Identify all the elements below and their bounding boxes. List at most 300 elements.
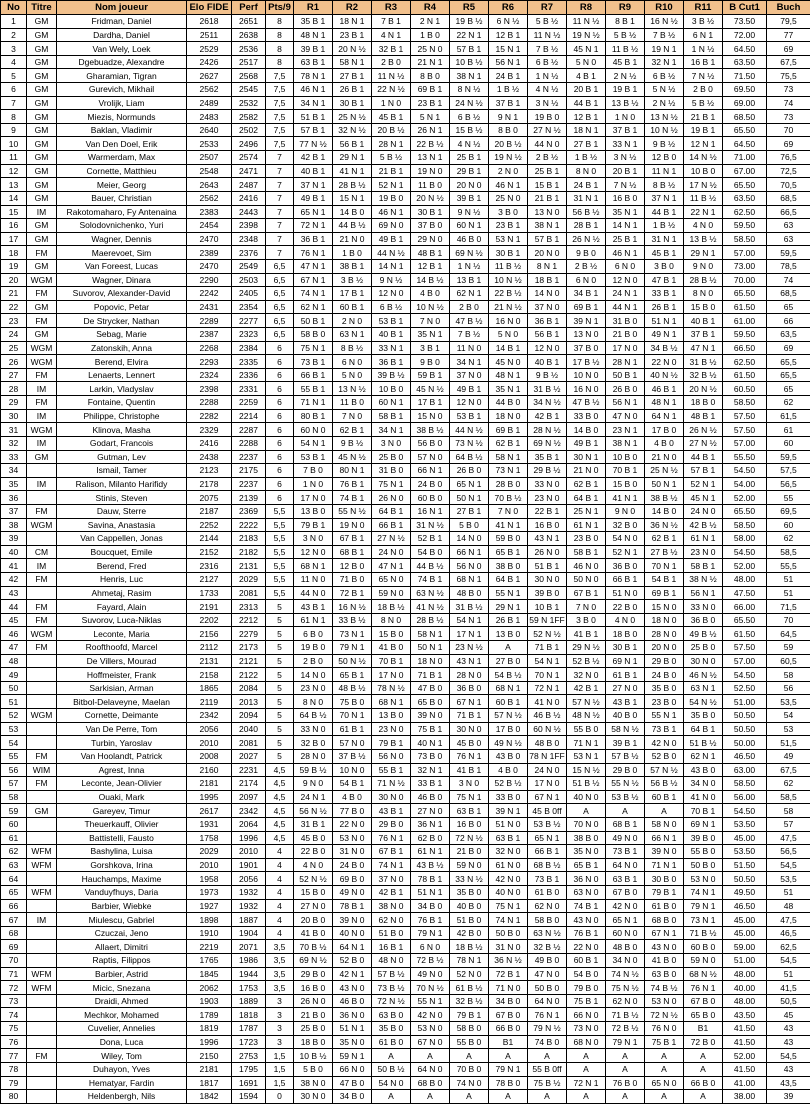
cell-titre: WGM — [27, 709, 57, 723]
cell-nom: Bashylina, Luisa — [57, 845, 187, 859]
column-header-buch: Buch — [767, 1, 810, 15]
cell-nom: Philippe, Christophe — [57, 409, 187, 423]
cell-r11: 24 N 0 — [684, 504, 723, 518]
cell-r3: 28 N 1 — [372, 137, 411, 151]
cell-r11: 25 B 0 — [684, 641, 723, 655]
cell-pts: 7,5 — [266, 69, 294, 83]
cell-r11: 11 B ½ — [684, 191, 723, 205]
cell-bcut1: 45.00 — [723, 926, 767, 940]
cell-nom: Wagner, Dennis — [57, 232, 187, 246]
cell-buch: 43 — [767, 1035, 810, 1049]
cell-r11: 56 N 1 — [684, 586, 723, 600]
cell-r1: 47 N 1 — [294, 259, 333, 273]
cell-r5: 51 B 0 — [450, 913, 489, 927]
cell-perf: 2056 — [232, 872, 266, 886]
cell-r2: 75 B 0 — [333, 695, 372, 709]
cell-r9: 60 N 0 — [606, 926, 645, 940]
cell-r6: 57 N ½ — [489, 709, 528, 723]
column-header-r10: R10 — [645, 1, 684, 15]
cell-no: 39 — [1, 532, 27, 546]
cell-pts: 5,5 — [266, 572, 294, 586]
cell-r7: 58 B 0 — [528, 913, 567, 927]
cell-buch: 70,5 — [767, 178, 810, 192]
cell-buch: 69 — [767, 341, 810, 355]
cell-pts: 5 — [266, 668, 294, 682]
cell-r11: 30 N 0 — [684, 654, 723, 668]
cell-r4: 15 N 0 — [411, 409, 450, 423]
cell-r7: 28 N ½ — [528, 423, 567, 437]
cell-titre: GM — [27, 151, 57, 165]
cell-r7: 71 B 1 — [528, 641, 567, 655]
cell-r5: 18 B ½ — [450, 940, 489, 954]
cell-r2: 16 N ½ — [333, 600, 372, 614]
cell-pts: 5 — [266, 722, 294, 736]
cell-pts: 6 — [266, 355, 294, 369]
cell-bcut1: 38.00 — [723, 1090, 767, 1104]
cell-r9: 10 B 0 — [606, 450, 645, 464]
cell-r9: 52 N 1 — [606, 545, 645, 559]
cell-r6: A — [489, 1049, 528, 1063]
cell-elo: 2562 — [187, 191, 232, 205]
cell-perf: 2097 — [232, 790, 266, 804]
cell-r10: 39 N 0 — [645, 845, 684, 859]
cell-bcut1: 59.00 — [723, 940, 767, 954]
cell-buch: 62,5 — [767, 940, 810, 954]
cell-r7: 46 B ½ — [528, 709, 567, 723]
cell-bcut1: 73.00 — [723, 259, 767, 273]
cell-r8: 20 B 1 — [567, 83, 606, 97]
cell-r2: 55 N ½ — [333, 504, 372, 518]
cell-bcut1: 51.00 — [723, 695, 767, 709]
table-row — [1, 899, 810, 913]
cell-bcut1: 45.00 — [723, 831, 767, 845]
column-header-r7: R7 — [528, 1, 567, 15]
cell-r6: 65 B 1 — [489, 545, 528, 559]
cell-titre: IM — [27, 559, 57, 573]
cell-r9: 36 B 0 — [606, 559, 645, 573]
cell-r8: 45 N 1 — [567, 42, 606, 56]
cell-r6: 21 N ½ — [489, 300, 528, 314]
cell-nom: Lenaerts, Lennert — [57, 368, 187, 382]
cell-r9: 56 N 1 — [606, 396, 645, 410]
cell-nom: Ahmetaj, Rasim — [57, 586, 187, 600]
cell-titre: IM — [27, 409, 57, 423]
cell-r11: 73 N 1 — [684, 913, 723, 927]
cell-r7: 7 B ½ — [528, 42, 567, 56]
cell-nom: Vanduyfhuys, Daria — [57, 886, 187, 900]
cell-r2: 19 N 0 — [333, 518, 372, 532]
cell-elo: 2483 — [187, 110, 232, 124]
cell-r4: 21 N 1 — [411, 55, 450, 69]
cell-nom: Hoffmeister, Frank — [57, 668, 187, 682]
cell-r3: 52 N 1 — [372, 178, 411, 192]
cell-buch: 62 — [767, 777, 810, 791]
cell-r11: 10 B 0 — [684, 164, 723, 178]
cell-r10: 73 B 1 — [645, 722, 684, 736]
cell-r2: 50 N ½ — [333, 654, 372, 668]
cell-perf: 2502 — [232, 123, 266, 137]
cell-bcut1: 65.50 — [723, 178, 767, 192]
cell-elo: 2489 — [187, 96, 232, 110]
cell-buch: 75,5 — [767, 69, 810, 83]
table-row — [1, 491, 810, 505]
table-row — [1, 219, 810, 233]
cell-r9: 30 B 1 — [606, 641, 645, 655]
cell-r3: 69 N 0 — [372, 219, 411, 233]
cell-r3: 5 B ½ — [372, 151, 411, 165]
cell-r5: 41 B 1 — [450, 763, 489, 777]
cell-r6: 23 B 1 — [489, 219, 528, 233]
cell-r11: 28 B ½ — [684, 273, 723, 287]
cell-bcut1: 70.00 — [723, 273, 767, 287]
cell-no: 45 — [1, 613, 27, 627]
cell-no: 15 — [1, 205, 27, 219]
cell-r11: 4 N 0 — [684, 219, 723, 233]
cell-r1: 6 B 0 — [294, 627, 333, 641]
cell-r11: 64 B 1 — [684, 722, 723, 736]
cell-perf: 2574 — [232, 151, 266, 165]
cell-no: 78 — [1, 1062, 27, 1076]
cell-r1: 8 N 0 — [294, 695, 333, 709]
cell-r8: 61 N 1 — [567, 518, 606, 532]
cell-r7: 32 B ½ — [528, 940, 567, 954]
cell-r7: 75 B ½ — [528, 1076, 567, 1090]
cell-r10: 46 B 1 — [645, 382, 684, 396]
cell-perf: 2231 — [232, 763, 266, 777]
cell-r3: 26 N 0 — [372, 491, 411, 505]
cell-bcut1: 61.50 — [723, 627, 767, 641]
cell-r5: 13 B 1 — [450, 273, 489, 287]
cell-titre: WGM — [27, 627, 57, 641]
cell-r4: 25 N 0 — [411, 42, 450, 56]
cell-perf: 2496 — [232, 137, 266, 151]
cell-r4: 41 N ½ — [411, 600, 450, 614]
cell-nom: Warmerdam, Max — [57, 151, 187, 165]
cell-r5: 34 N 1 — [450, 355, 489, 369]
cell-elo: 2383 — [187, 205, 232, 219]
cell-r2: 31 N 0 — [333, 845, 372, 859]
cell-r8: 15 N ½ — [567, 763, 606, 777]
cell-r10: 12 B 0 — [645, 151, 684, 165]
cell-r2: 51 N 1 — [333, 1022, 372, 1036]
cell-r11: 65 B 0 — [684, 1008, 723, 1022]
cell-r8: 18 N 1 — [567, 123, 606, 137]
cell-r11: 9 N 0 — [684, 259, 723, 273]
cell-r7: 10 B 1 — [528, 600, 567, 614]
cell-nom: Savina, Anastasia — [57, 518, 187, 532]
cell-r4: 42 N 0 — [411, 1008, 450, 1022]
cell-r9: 37 B 1 — [606, 123, 645, 137]
cell-r11: 3 B ½ — [684, 15, 723, 29]
cell-elo: 2178 — [187, 477, 232, 491]
cell-r3: 3 N 0 — [372, 436, 411, 450]
cell-r2: 30 B 1 — [333, 96, 372, 110]
cell-r1: 61 N 1 — [294, 613, 333, 627]
cell-elo: 2387 — [187, 328, 232, 342]
cell-nom: Cuvelier, Annelies — [57, 1022, 187, 1036]
cell-r1: 68 N 1 — [294, 559, 333, 573]
cell-r2: 61 B 1 — [333, 722, 372, 736]
cell-r7: 6 B ½ — [528, 55, 567, 69]
cell-pts: 4 — [266, 858, 294, 872]
cell-r1: 15 B 0 — [294, 886, 333, 900]
cell-r8: 31 N 1 — [567, 191, 606, 205]
cell-r10: 11 N 1 — [645, 164, 684, 178]
cell-no: 65 — [1, 886, 27, 900]
cell-r11: 21 B 1 — [684, 110, 723, 124]
cell-r3: 17 N 0 — [372, 668, 411, 682]
cell-r4: 70 N ½ — [411, 981, 450, 995]
cell-elo: 2617 — [187, 804, 232, 818]
cell-buch: 57 — [767, 817, 810, 831]
cell-pts: 5 — [266, 627, 294, 641]
table-row — [1, 654, 810, 668]
cell-buch: 76,5 — [767, 151, 810, 165]
cell-titre — [27, 722, 57, 736]
cell-r4: 54 B 0 — [411, 545, 450, 559]
cell-r9: 31 B 0 — [606, 314, 645, 328]
cell-no: 29 — [1, 396, 27, 410]
cell-r8: 38 B 0 — [567, 831, 606, 845]
cell-r1: 24 N 1 — [294, 790, 333, 804]
cell-r9: 40 B 0 — [606, 709, 645, 723]
cell-r4: 30 B 1 — [411, 205, 450, 219]
cell-r6: 9 N 1 — [489, 110, 528, 124]
cell-r4: 32 N 1 — [411, 763, 450, 777]
cell-r2: 45 N ½ — [333, 450, 372, 464]
cell-r4: 78 B 1 — [411, 872, 450, 886]
cell-r2: 53 N 0 — [333, 831, 372, 845]
cell-r11: 62 N 1 — [684, 749, 723, 763]
cell-r10: 61 B 0 — [645, 899, 684, 913]
cell-pts: 6 — [266, 464, 294, 478]
cell-r1: 21 B 0 — [294, 1008, 333, 1022]
cell-r8: 41 B 1 — [567, 627, 606, 641]
cell-r6: 30 B 1 — [489, 246, 528, 260]
cell-pts: 7,5 — [266, 96, 294, 110]
header-row — [1, 1, 810, 15]
cell-r2: 14 B 0 — [333, 205, 372, 219]
cell-r2: 56 B 1 — [333, 137, 372, 151]
cell-r5: 44 N ½ — [450, 423, 489, 437]
cell-r7: 27 N ½ — [528, 123, 567, 137]
cell-r7: 67 N 1 — [528, 790, 567, 804]
cell-buch: 73 — [767, 83, 810, 97]
cell-r1: 60 N 0 — [294, 423, 333, 437]
cell-pts: 4 — [266, 899, 294, 913]
cell-titre: IM — [27, 205, 57, 219]
cell-r3: 50 B ½ — [372, 1062, 411, 1076]
cell-r4: 67 N 0 — [411, 1035, 450, 1049]
cell-titre: CM — [27, 545, 57, 559]
cell-r5: 21 B 0 — [450, 845, 489, 859]
cell-r7: 78 N 1FF — [528, 749, 567, 763]
cell-nom: Wiley, Tom — [57, 1049, 187, 1063]
cell-pts: 4,5 — [266, 817, 294, 831]
cell-perf: 2139 — [232, 491, 266, 505]
cell-r5: 48 B 0 — [450, 586, 489, 600]
cell-r7: 35 B 1 — [528, 450, 567, 464]
cell-r3: 60 N 1 — [372, 396, 411, 410]
cell-titre — [27, 1035, 57, 1049]
cell-buch: 64,5 — [767, 627, 810, 641]
cell-r8: 12 B 1 — [567, 110, 606, 124]
cell-r8: A — [567, 1062, 606, 1076]
cell-r3: 65 N 0 — [372, 572, 411, 586]
cell-r5: 3 N 0 — [450, 777, 489, 791]
cell-r2: 32 N ½ — [333, 123, 372, 137]
cell-elo: 2342 — [187, 709, 232, 723]
cell-r7: 47 N 0 — [528, 967, 567, 981]
cell-r9: 46 N 1 — [606, 246, 645, 260]
cell-pts: 7 — [266, 191, 294, 205]
cell-nom: Gharamian, Tigran — [57, 69, 187, 83]
cell-titre: GM — [27, 83, 57, 97]
cell-perf: 2084 — [232, 681, 266, 695]
cell-r2: 4 B 0 — [333, 790, 372, 804]
cell-titre: GM — [27, 259, 57, 273]
cell-r7: 29 B ½ — [528, 464, 567, 478]
cell-r9: 43 B 1 — [606, 695, 645, 709]
cell-titre: WFM — [27, 981, 57, 995]
cell-r9: 62 N 0 — [606, 994, 645, 1008]
cell-perf: 2121 — [232, 654, 266, 668]
cell-r7: 8 N 1 — [528, 259, 567, 273]
cell-r10: 70 N 1 — [645, 559, 684, 573]
cell-r7: 1 N ½ — [528, 69, 567, 83]
cell-r6: 45 N 0 — [489, 355, 528, 369]
cell-r4: 13 N 1 — [411, 151, 450, 165]
cell-r2: 41 N 1 — [333, 164, 372, 178]
cell-buch: 62 — [767, 532, 810, 546]
cell-perf: 2279 — [232, 627, 266, 641]
cell-no: 69 — [1, 940, 27, 954]
cell-r10: 47 B 1 — [645, 273, 684, 287]
cell-r6: A — [489, 641, 528, 655]
cell-r6: 48 N 1 — [489, 368, 528, 382]
cell-perf: 2010 — [232, 845, 266, 859]
cell-bcut1: 64.50 — [723, 137, 767, 151]
cell-elo: 2470 — [187, 232, 232, 246]
cell-r2: 7 N 0 — [333, 409, 372, 423]
cell-r6: 59 B 0 — [489, 532, 528, 546]
cell-bcut1: 48.00 — [723, 572, 767, 586]
cell-r3: 1 N 0 — [372, 96, 411, 110]
cell-nom: Turbin, Yaroslav — [57, 736, 187, 750]
cell-buch: 58,5 — [767, 790, 810, 804]
cell-no: 5 — [1, 69, 27, 83]
cell-bcut1: 57.50 — [723, 409, 767, 423]
cell-r1: 64 B ½ — [294, 709, 333, 723]
cell-r7: 56 B 1 — [528, 328, 567, 342]
cell-pts: 5 — [266, 749, 294, 763]
cell-r8: 2 B ½ — [567, 259, 606, 273]
cell-r7: A — [528, 1090, 567, 1104]
cell-r9: 70 B 1 — [606, 464, 645, 478]
cell-r2: 34 B 0 — [333, 1090, 372, 1104]
cell-r1: 9 N 0 — [294, 777, 333, 791]
cell-perf: 2753 — [232, 1049, 266, 1063]
cell-titre: FM — [27, 1049, 57, 1063]
cell-r2: 77 B 0 — [333, 804, 372, 818]
cell-elo: 2640 — [187, 123, 232, 137]
cell-r4: 10 N ½ — [411, 300, 450, 314]
cell-buch: 50,5 — [767, 994, 810, 1008]
cell-bcut1: 69.00 — [723, 96, 767, 110]
cell-r9: 41 N 1 — [606, 491, 645, 505]
cell-no: 24 — [1, 328, 27, 342]
cell-nom: Agrest, Inna — [57, 763, 187, 777]
cell-perf: 2122 — [232, 668, 266, 682]
cell-titre: FM — [27, 641, 57, 655]
cell-r10: 64 N 1 — [645, 409, 684, 423]
cell-r6: 24 B 1 — [489, 69, 528, 83]
table-row — [1, 532, 810, 546]
cell-r9: 45 B 1 — [606, 55, 645, 69]
cell-r10: 21 N 0 — [645, 450, 684, 464]
cell-no: 67 — [1, 913, 27, 927]
table-row — [1, 341, 810, 355]
cell-bcut1: 50.00 — [723, 736, 767, 750]
cell-bcut1: 63.50 — [723, 191, 767, 205]
cell-r10: 18 N 0 — [645, 613, 684, 627]
cell-r9: 17 N 0 — [606, 341, 645, 355]
cell-no: 33 — [1, 450, 27, 464]
cell-perf: 2175 — [232, 464, 266, 478]
cell-perf: 2029 — [232, 572, 266, 586]
cell-nom: Larkin, Vladyslav — [57, 382, 187, 396]
cell-r11: 42 B ½ — [684, 518, 723, 532]
cell-perf: 2342 — [232, 804, 266, 818]
cell-r4: 50 N 1 — [411, 641, 450, 655]
cell-r10: A — [645, 1090, 684, 1104]
cell-buch: 66,5 — [767, 205, 810, 219]
cell-r8: 58 B 1 — [567, 545, 606, 559]
cell-nom: Van Wely, Loek — [57, 42, 187, 56]
cell-r11: A — [684, 1090, 723, 1104]
cell-titre: FM — [27, 749, 57, 763]
cell-r3: 9 N ½ — [372, 273, 411, 287]
cell-bcut1: 59.50 — [723, 219, 767, 233]
table-row — [1, 450, 810, 464]
cell-nom: Ralison, Milanto Harifidy — [57, 477, 187, 491]
cell-r9: 48 B 0 — [606, 940, 645, 954]
cell-r2: 78 B 1 — [333, 899, 372, 913]
cell-pts: 6 — [266, 450, 294, 464]
cell-pts: 4,5 — [266, 763, 294, 777]
cell-pts: 8 — [266, 42, 294, 56]
cell-perf: 1887 — [232, 913, 266, 927]
cell-titre: FM — [27, 246, 57, 260]
cell-r4: 3 B 1 — [411, 341, 450, 355]
cell-r2: 66 N 0 — [333, 1062, 372, 1076]
cell-r6: 46 N 1 — [489, 178, 528, 192]
cell-buch: 51,5 — [767, 736, 810, 750]
cell-r11: 1 N ½ — [684, 42, 723, 56]
cell-bcut1: 47.50 — [723, 586, 767, 600]
cell-titre: FM — [27, 287, 57, 301]
cell-r3: 2 B 0 — [372, 55, 411, 69]
cell-r6: 53 N 1 — [489, 232, 528, 246]
cell-r10: 54 B 1 — [645, 572, 684, 586]
cell-r8: 23 B 0 — [567, 532, 606, 546]
cell-perf: 1932 — [232, 886, 266, 900]
table-row — [1, 151, 810, 165]
table-row — [1, 749, 810, 763]
cell-r6: 11 B ½ — [489, 259, 528, 273]
cell-r1: 51 B 1 — [294, 110, 333, 124]
cell-r5: 58 B 0 — [450, 1022, 489, 1036]
